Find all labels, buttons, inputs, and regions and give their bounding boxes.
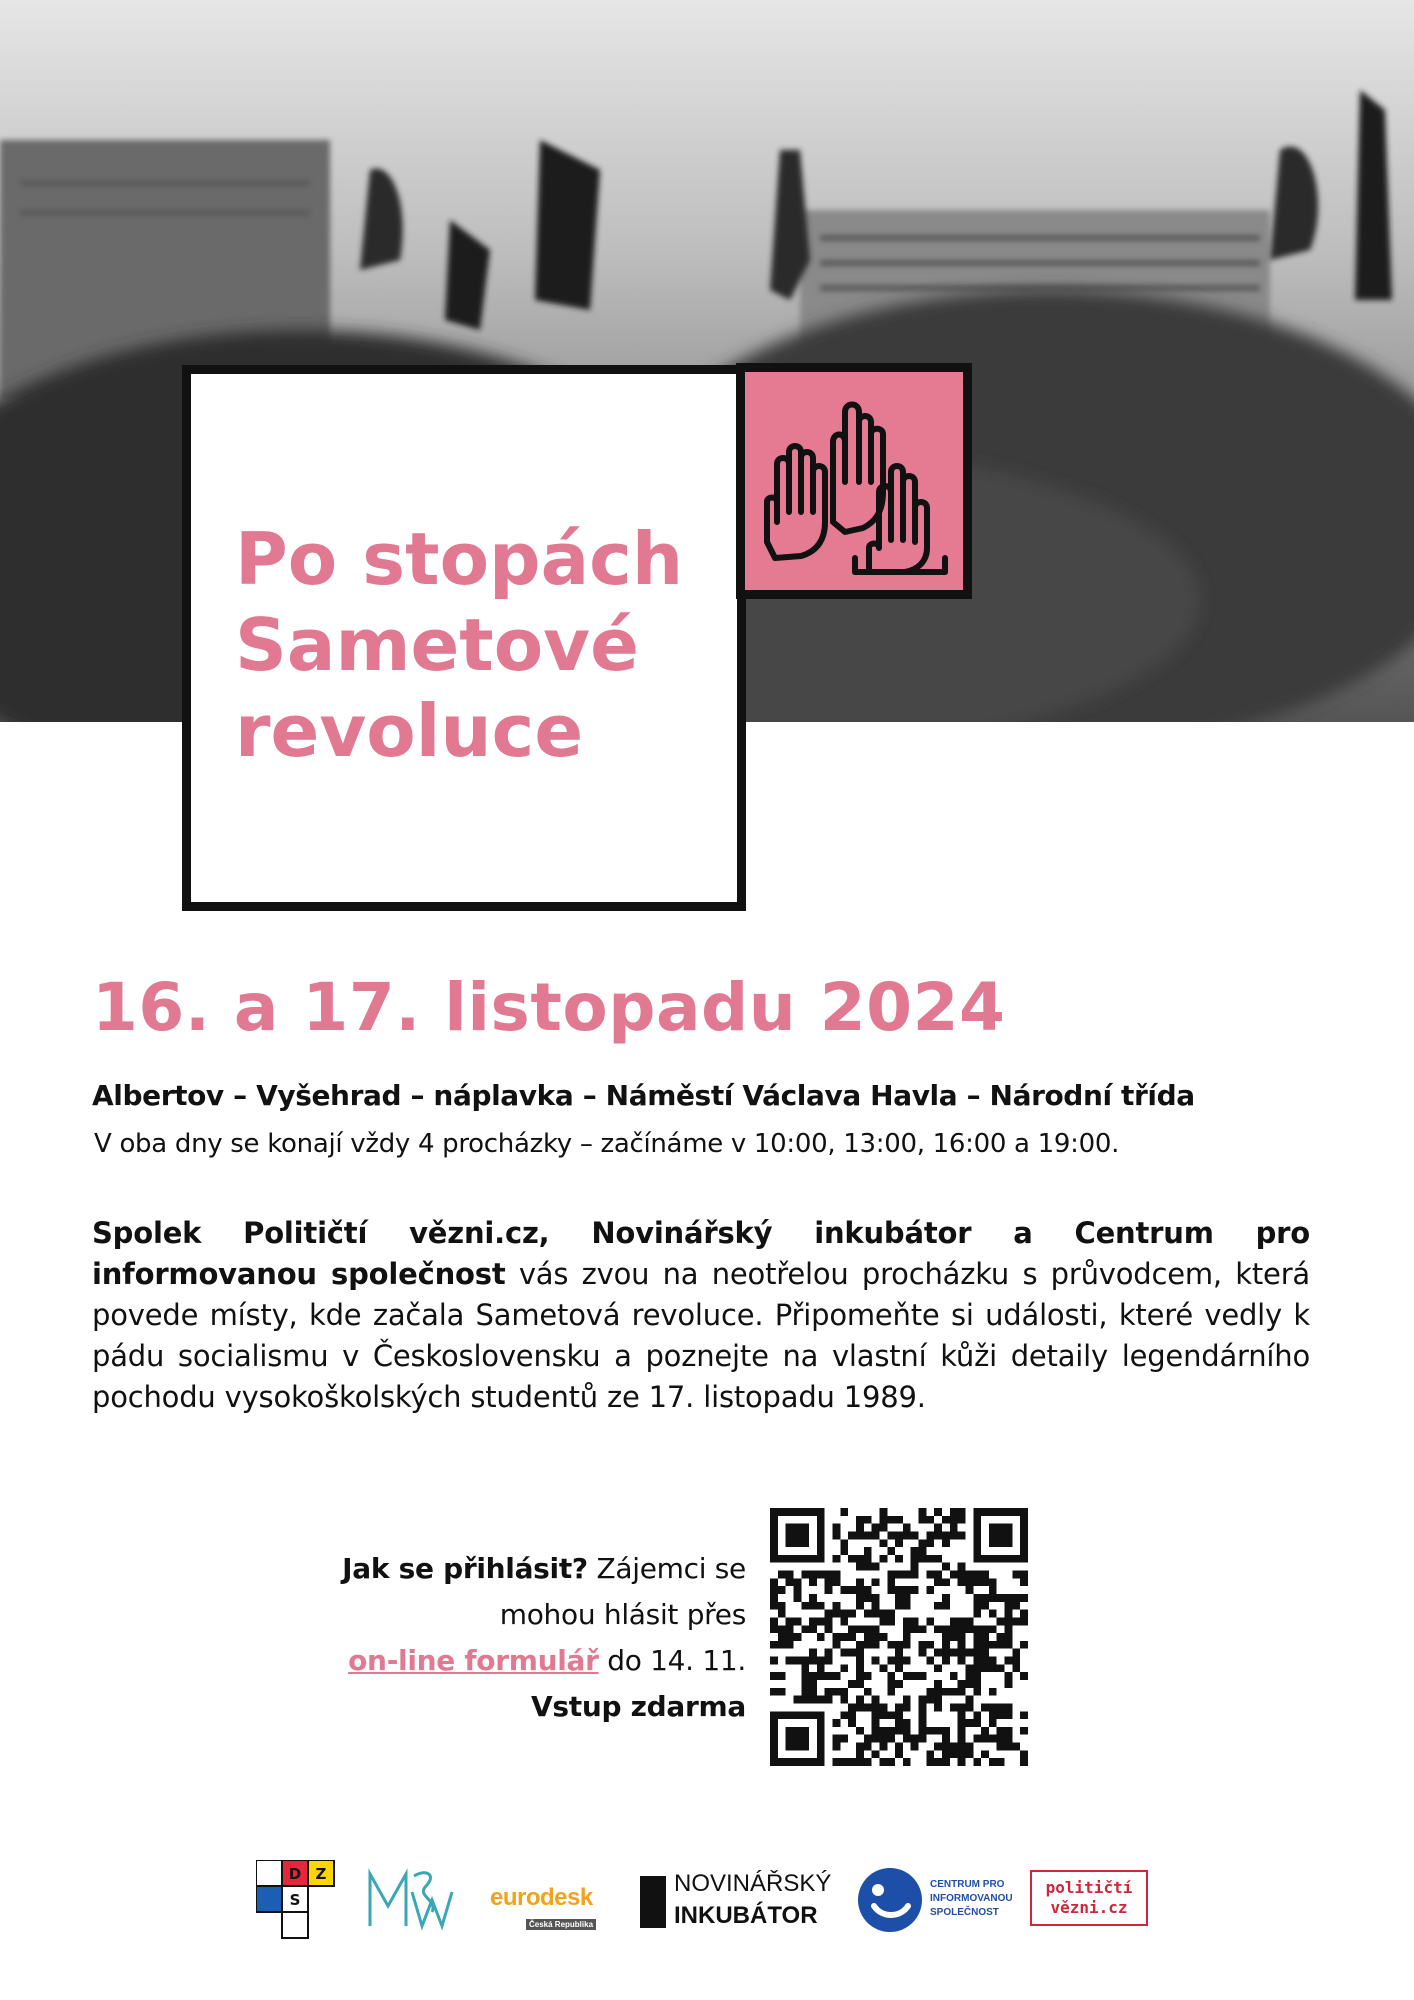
walk-route: Albertov – Vyšehrad – náplavka – Náměstí Václava Havla – Národní třída <box>92 1079 1195 1112</box>
walk-times: V oba dny se konají vždy 4 procházky – začínáme v 10:00, 13:00, 16:00 a 19:00. <box>94 1129 1120 1159</box>
inkubator-line-2: INKUBÁTOR <box>674 1902 818 1929</box>
cis-circle-icon <box>856 1866 924 1934</box>
signup-info <box>250 1546 746 1730</box>
inkubator-n-mark <box>640 1876 666 1928</box>
signup-text-2: mohou hlásit přes <box>499 1598 746 1631</box>
cis-line-3: SPOLEČNOST <box>930 1907 999 1918</box>
eurodesk-logo <box>490 1884 610 1931</box>
intro-organizers: Spolek Političtí vězni.cz, Novinářský inkubátor a Centrum pro informovanou společnost <box>92 1216 1310 1291</box>
cis-line-1: CENTRUM PRO <box>930 1879 1005 1890</box>
signup-text-1: Zájemci se <box>587 1552 746 1585</box>
event-date: 16. a 17. listopadu 2024 <box>92 969 1006 1046</box>
intro-text: vás zvou na neotřelou procházku s průvodcem, která povede místy, kde začala Sametová revoluce. Připomeňte si události, které vedly k pádu socialismu v Československu a poznejte na vlastní kůži detaily legendárního pochodu vysokoškolských studentů ze 17. listopadu 1989. <box>92 1257 1310 1414</box>
cis-line-2: INFORMOVANOU <box>930 1893 1013 1904</box>
signup-question: Jak se přihlásit? <box>342 1552 588 1585</box>
msmt-logo <box>366 1866 456 1942</box>
eurodesk-wordmark: eurodesk <box>490 1884 593 1911</box>
signup-deadline: do 14. 11. <box>598 1644 746 1677</box>
intro-paragraph <box>92 1213 1310 1418</box>
admission-free: Vstup zdarma <box>531 1690 746 1723</box>
title-line-1: Po stopách <box>235 517 684 601</box>
partner-logos <box>0 1860 1414 1960</box>
raised-hands-box <box>736 363 972 599</box>
pv-line-2: vězni.cz <box>1050 1898 1128 1917</box>
raised-hands-icon <box>745 372 963 590</box>
dzs-letter-s: S <box>289 1891 301 1909</box>
online-form-link[interactable]: on-line formulář <box>348 1644 599 1677</box>
dzs-letter-z: Z <box>315 1865 327 1883</box>
dzs-letter-d: D <box>288 1865 302 1883</box>
cis-logo <box>856 1866 1016 1942</box>
eurodesk-subtitle: Česká Republika <box>526 1919 596 1930</box>
title-line-2: Sametové <box>235 603 639 687</box>
pv-line-1: političtí <box>1045 1878 1133 1897</box>
title-box <box>182 365 746 911</box>
inkubator-line-1: NOVINÁŘSKÝ <box>674 1870 832 1897</box>
qr-code[interactable] <box>770 1508 1028 1766</box>
poster-title <box>235 516 715 774</box>
dzs-logo <box>256 1860 336 1940</box>
title-line-3: revoluce <box>235 689 584 773</box>
politicti-vezni-logo <box>1030 1870 1148 1926</box>
